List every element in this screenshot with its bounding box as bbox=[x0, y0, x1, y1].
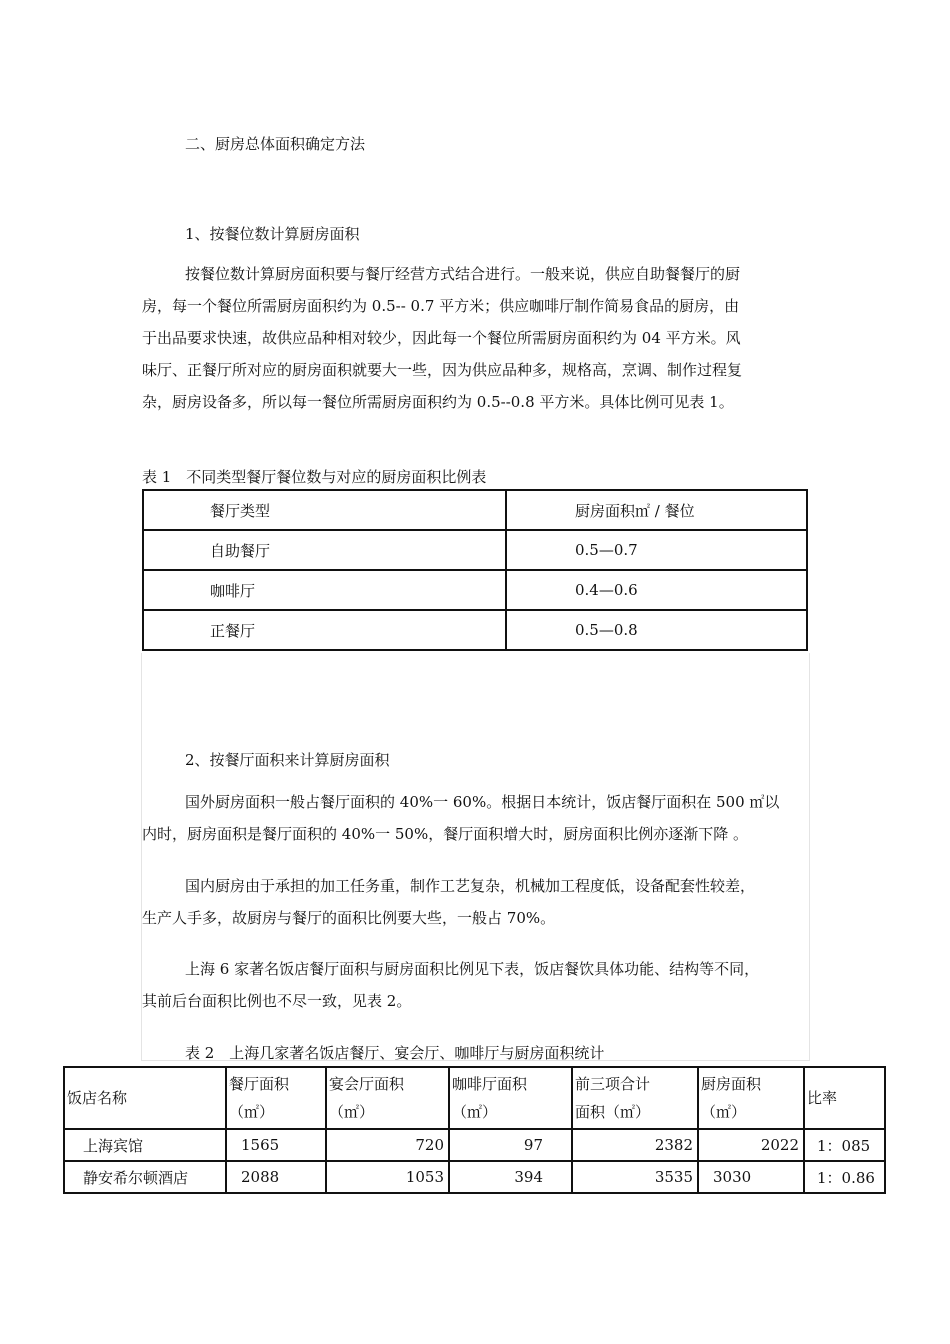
paragraph-seat-method bbox=[142, 258, 808, 418]
table-header-cell bbox=[226, 1067, 326, 1129]
paragraph-foreign-ratio bbox=[142, 786, 808, 850]
table-row bbox=[143, 530, 807, 570]
table-cell: 720 bbox=[326, 1129, 449, 1161]
header-line: 宴会厅面积 bbox=[329, 1075, 405, 1093]
table2-caption: 表 2 上海几家著名饭店餐厅、宴会厅、咖啡厅与厨房面积统计 bbox=[185, 1044, 605, 1062]
subsection-heading-1: 1、按餐位数计算厨房面积 bbox=[185, 225, 360, 243]
paragraph-line: 其前后台面积比例也不尽一致，见表 2。 bbox=[142, 992, 412, 1010]
table-header-cell: 比率 bbox=[804, 1067, 885, 1129]
paragraph-line: 于出品要求快速，故供应品种相对较少，因此每一个餐位所需厨房面积约为 04 平方米。风 bbox=[142, 329, 741, 347]
table-cell: 自助餐厅 bbox=[143, 530, 506, 570]
table-header-row bbox=[64, 1067, 885, 1129]
table-row bbox=[143, 610, 807, 650]
table-cell: 394 bbox=[449, 1161, 572, 1193]
table-cell: 3030 bbox=[698, 1161, 804, 1193]
paragraph-domestic-ratio bbox=[142, 870, 808, 934]
paragraph-line: 生产人手多，故厨房与餐厅的面积比例要大些，一般占 70%。 bbox=[142, 909, 556, 927]
subsection-heading-2: 2、按餐厅面积来计算厨房面积 bbox=[185, 751, 390, 769]
paragraph-line: 国外厨房面积一般占餐厅面积的 40%一 60%。根据日本统计，饭店餐厅面积在 500 ㎡以 bbox=[185, 793, 780, 811]
header-line: （㎡） bbox=[452, 1103, 498, 1121]
table-cell: 上海宾馆 bbox=[64, 1129, 226, 1161]
table-cell: 2022 bbox=[698, 1129, 804, 1161]
paragraph-line: 按餐位数计算厨房面积要与餐厅经营方式结合进行。一般来说，供应自助餐餐厅的厨 bbox=[185, 265, 741, 283]
table-header-cell bbox=[449, 1067, 572, 1129]
table-row bbox=[64, 1129, 885, 1161]
table-header-row bbox=[143, 490, 807, 530]
table-row bbox=[143, 570, 807, 610]
header-line: 面积（㎡） bbox=[575, 1103, 651, 1121]
table-cell: 1：085 bbox=[804, 1129, 885, 1161]
table-cell: 1：0.86 bbox=[804, 1161, 885, 1193]
paragraph-line: 上海 6 家著名饭店餐厅面积与厨房面积比例见下表，饭店餐饮具体功能、结构等不同， bbox=[185, 960, 760, 978]
paragraph-line: 味厅、正餐厅所对应的厨房面积就要大一些，因为供应品种多，规格高，烹调、制作过程复 bbox=[142, 361, 743, 379]
paragraph-line: 国内厨房由于承担的加工任务重，制作工艺复杂，机械加工程度低，设备配套性较差， bbox=[185, 877, 756, 895]
table-header-cell: 饭店名称 bbox=[64, 1067, 226, 1129]
header-line: 厨房面积 bbox=[701, 1075, 762, 1093]
table-cell: 咖啡厅 bbox=[143, 570, 506, 610]
table-cell: 2382 bbox=[572, 1129, 698, 1161]
paragraph-shanghai-hotels bbox=[142, 953, 808, 1017]
table-cell: 静安希尔顿酒店 bbox=[64, 1161, 226, 1193]
table-cell: 2088 bbox=[226, 1161, 326, 1193]
table-row bbox=[64, 1161, 885, 1193]
paragraph-line: 杂，厨房设备多，所以每一餐位所需厨房面积约为 0.5--0.8 平方米。具体比例可见表 1。 bbox=[142, 393, 734, 411]
header-line: （㎡） bbox=[329, 1103, 375, 1121]
table-cell: 0.4—0.6 bbox=[506, 570, 807, 610]
table2 bbox=[63, 1066, 886, 1194]
header-line: （㎡） bbox=[229, 1103, 275, 1121]
table-cell: 0.5—0.7 bbox=[506, 530, 807, 570]
paragraph-line: 房，每一个餐位所需厨房面积约为 0.5-- 0.7 平方米；供应咖啡厅制作简易食品的厨房，由 bbox=[142, 297, 740, 315]
header-line: 餐厅面积 bbox=[229, 1075, 290, 1093]
table-header-cell bbox=[326, 1067, 449, 1129]
header-line: 咖啡厅面积 bbox=[452, 1075, 528, 1093]
table-header-cell: 厨房面积㎡ / 餐位 bbox=[506, 490, 807, 530]
table1-caption: 表 1 不同类型餐厅餐位数与对应的厨房面积比例表 bbox=[142, 468, 487, 486]
table-cell: 正餐厅 bbox=[143, 610, 506, 650]
table-cell: 1053 bbox=[326, 1161, 449, 1193]
paragraph-line: 内时，厨房面积是餐厅面积的 40%一 50%，餐厅面积增大时，厨房面积比例亦逐渐下降 。 bbox=[142, 825, 748, 843]
header-line: 前三项合计 bbox=[575, 1075, 651, 1093]
table-header-cell bbox=[698, 1067, 804, 1129]
table-cell: 3535 bbox=[572, 1161, 698, 1193]
table-header-cell bbox=[572, 1067, 698, 1129]
table-cell: 1565 bbox=[226, 1129, 326, 1161]
table-cell: 97 bbox=[449, 1129, 572, 1161]
table-cell: 0.5—0.8 bbox=[506, 610, 807, 650]
section-heading: 二、厨房总体面积确定方法 bbox=[185, 135, 366, 153]
table-header-cell: 餐厅类型 bbox=[143, 490, 506, 530]
header-line: （㎡） bbox=[701, 1103, 747, 1121]
table1 bbox=[142, 489, 808, 651]
